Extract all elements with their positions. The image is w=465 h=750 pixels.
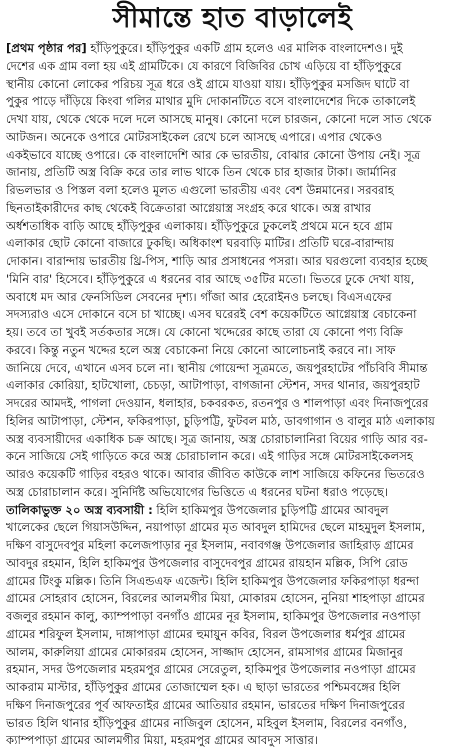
- article-line-text: 'মিনি বার' হিসেবে। হাঁড়িপুকুরে এ ধরনের বার আছে ৩৫টির মতো। ভিতরে ঢুকে দেখা যায়,: [6, 271, 415, 286]
- article-line-text: আলম, কারুলিয়া গ্রামের মোকাররম হোসেন, সাজ্জাদ হোসেন, রামসাগর গ্রামের মিজানুর: [6, 644, 403, 659]
- article-line-text: বজলুর রহমান কালু, ক্যাম্পপাড়া বনগাঁও গ্রামের নূর ইসলাম, হাকিমপুর উপজেলার নওপাড়া: [6, 609, 421, 623]
- article-line-text: পুকুর পাড়ে দাঁড়িয়ে কিংবা গলির মাথার মুদি দোকানটিতে বসে বাংলাদেশের দিকে তাকালেই: [6, 94, 416, 109]
- article-line-text: আবদুর রহমান, হিলি হাকিমপুর উপজেলার বাসুদেবপুর গ্রামের রায়হান মল্লিক, সিপি রোড: [6, 555, 408, 570]
- article-line: [6, 697, 459, 715]
- article-line-text: সদরের আমদই, পাগলা দেওয়ান, ধলাহার, চকবরকত, রতনপুর ও শালপাড়া এবং দিনাজপুরের: [6, 396, 429, 410]
- article-line: [6, 324, 459, 342]
- article-line-text: রহমান, সদর উপজেলার মহরমপুর গ্রামের সেরেতুল, হাকিমপুর উপজেলার নওপাড়া গ্রামের: [6, 662, 416, 677]
- article-line: [6, 218, 459, 236]
- article-line-text: দক্ষিণ বাসুদেবপুর মহিলা কলেজপাড়ার নূর ইসলাম, নবাবগঞ্জ উপজেলার জাহিরাড় গ্রামের: [6, 538, 414, 552]
- article-line: [6, 360, 459, 378]
- article-line-text: গ্রামের টিংকু মল্লিক। তিনি সিএন্ডএফ এজেন্ট। হিলি হাকিমপুর উপজেলার ফকিরপাড়া ধরন্দা: [6, 573, 420, 588]
- article-line-text: ক্যাম্পপাড়া গ্রামের আলমগীর মিয়া, মহরমপুর গ্রামের আবদুস সাত্তার।: [6, 733, 319, 748]
- article-line: [6, 147, 459, 165]
- article-line-text: ভারত হিলি থানার হাঁড়িপুকুর গ্রামের নাজিবুল হোসেন, মহিবুল ইসলাম, বিরলের বনগাঁও,: [6, 715, 408, 730]
- article-line: [6, 253, 459, 271]
- article-line-text: জানিয়ে দেবে, এখানে এসব চলে না। স্থানীয় গোয়েন্দা সূত্রমতে, জয়পুরহাটের পাঁচবিবি সীমান্ত: [6, 360, 428, 375]
- article-line-text: অস্ত্র চোরাচালান করে। সুনির্দিষ্ট অভিযোগের ভিত্তিতে এ ধরনের ঘটনা ধরাও পড়েছে।: [6, 484, 389, 499]
- article-line-text: খালেকের ছেলে গিয়াসউদ্দিন, নয়াপাড়া গ্রামের মৃত আবদুল হামিদের ছেলে মাহমুদুল ইসলাম,: [6, 520, 426, 535]
- article-line: [6, 306, 459, 324]
- article-line: [6, 395, 459, 413]
- article-line-text: হয়। তবে তা খুবই সর্তকতার সঙ্গে। যে কোনো খদ্দেরের কাছে তারা যে কোনো পণ্য বিক্রি: [6, 325, 403, 339]
- article-line: [6, 732, 459, 750]
- article-line-text: আটজন। অনেকে ওপারে মোটরসাইকেল রেখে চলে আসছে এপারে। এপার থেকেও: [6, 129, 383, 144]
- article-line-text: গ্রামের সোহরাব হোসেন, বিরলের আলমগীর মিয়া, মোকারম হোসেন, নুনিয়া শাহপাড়া গ্রামের: [6, 591, 425, 606]
- article-line: [6, 289, 459, 307]
- article-line-text: জানায়, প্রতিটি অস্ত্র বিক্রি করে তার লাভ থাকে তিন থেকে চার হাজার টাকা। জার্মানির: [6, 165, 397, 180]
- article-line: [6, 377, 459, 395]
- article-line: [6, 555, 459, 573]
- article-line-text: এলাকার কোরিয়া, হাটখোলা, চেচড়া, আটাপাড়া, বাগজানা স্টেশন, সদর থানার, জয়পুরহাট: [6, 378, 420, 393]
- article-line: [6, 129, 459, 147]
- article-line: [6, 679, 459, 697]
- article-line-text: ছিনতাইকারীদের কাছ থেকেই বিক্রেতারা আগ্নেয়াস্ত্র সংগ্রহ করে থাকে। অস্ত্র রাখার: [6, 200, 372, 215]
- article-line-text: দেখা যায়, থেকে থেকে দলে দলে আসছে মানুষ। কোনো দলে চারজন, কোনো দলে সাত থেকে: [6, 112, 432, 126]
- article-line-text: সদস্যরাও এসে দোকানে বসে চা খাচ্ছে। এসব ঘরেরই বেশ কয়েকটিতে আগ্নেয়াস্ত্র বেচাকেনা: [6, 307, 417, 322]
- article-line-text: একইভাবে যাচ্ছে ওপারে। কে বাংলাদেশি আর কে ভারতীয়, বোঝার কোনো উপায় নেই। সূত্র: [6, 147, 421, 162]
- article-line-text: এলাকার ছোট কোনো বাজারে ঢুকছি। অধিকাংশ ঘরবাড়ি মাটির। প্রতিটি ঘরে-বারান্দায়: [6, 236, 394, 251]
- article-line: [6, 448, 459, 466]
- article-line-text: দেশের এক গ্রাম বলা হয় এই গ্রামটিকে। যে কারণে বিজিবির চোখ এড়িয়ে বা হাঁড়িপুকুরে: [6, 58, 402, 73]
- article-line-text: রিভলভার ও পিস্তল বলা হলেও মূলত এগুলো ভারতীয় এবং বেশ উন্নমানের। সরবরাহ: [6, 183, 394, 197]
- article-line: [6, 200, 459, 218]
- article-line: [6, 626, 459, 644]
- article-line: [6, 235, 459, 253]
- article-line: [6, 608, 459, 626]
- article-line-text: হাঁড়িপুকুরে। হাঁড়িপুকুর একটি গ্রাম হলেও এর মালিক বাংলাদেশও। দুই: [86, 41, 403, 55]
- article-line-text: গ্রামের শরিফুল ইসলাম, দাঙ্গাপাড়া গ্রামের হুমায়ুন কবির, বিরল উপজেলার ধর্মপুর গ্রামের: [6, 626, 406, 641]
- article-line: [6, 661, 459, 679]
- article-line-text: অস্ত্র ব্যবসায়ীদের একাধিক চক্র আছে। সূত্র জানায়, অস্ত্র চোরাচালানিরা বিয়ের গাড়ি আর বর-: [6, 431, 428, 446]
- article-body: [6, 40, 459, 750]
- article-line: [6, 111, 459, 129]
- article-line-text: হিলির আটাপাড়া, স্টেশন, ফকিরপাড়া, চুড়িপট্টি, ফুটবল মাঠ, ডাবগাগান ও বালুর মাঠ এলাকায়: [6, 413, 435, 428]
- article-line: [6, 342, 459, 360]
- article-line: [6, 182, 459, 200]
- article-line: [6, 502, 459, 520]
- article-lead-label: [প্রথম পৃষ্ঠার পর]: [6, 41, 87, 55]
- article-line-text: কনে সাজিয়ে সেই গাড়িতে করে অস্ত্র চোরাচালান করে। এই গাড়ির সঙ্গে মোটরসাইকেলসহ: [6, 449, 413, 464]
- article-line-text: আকরাম মাস্টার, হাঁড়িপুকুর গ্রামের তোজাম্মেল হক। এ ছাড়া ভারতের পশ্চিমবঙ্গের হিলি: [6, 680, 401, 694]
- article-line: [6, 271, 459, 289]
- article-line: [6, 484, 459, 502]
- article-headline: সীমান্তে হাত বাড়ালেই: [112, 3, 353, 34]
- article-line-text: দোকান। বারান্দায় ভারতীয় থ্রি-পিস, শাড়ি আর প্রসাধনের পসরা। আর ঘরগুলো ব্যবহার হচ্ছে: [6, 254, 428, 268]
- article-line-text: করবে। কিন্তু নতুন খদ্দের হলে অস্ত্র বেচাকেনা নিয়ে কোনো আলোচনাই করবে না। সাফ: [6, 342, 396, 357]
- article-line: [6, 58, 459, 76]
- article-line: [6, 93, 459, 111]
- article-line-text: অর্ধশতাধিক বাড়ি আছে হাঁড়িপুকুর এলাকায়। হাঁড়িপুকুরে ঢুকলেই প্রথমে মনে হবে গ্রাম: [6, 218, 393, 233]
- article-line-text: আরও কয়েকটি গাড়ির বহরও থাকে। আবার জীবিত কাউকে লাশ সাজিয়ে কফিনের ভিতরেও: [6, 467, 425, 481]
- article-line: [6, 537, 459, 555]
- article-line: [6, 431, 459, 449]
- article-line-text: অবাধে মদ আর ফেনসিডিল সেবনের দৃশ্য। গাঁজা আর হেরোইনও চলছে। বিএসএফের: [6, 289, 392, 304]
- article-lead-label: তালিকাভুক্ত ২০ অস্ত্র ব্যবসায়ী :: [6, 502, 153, 517]
- article-line: [6, 573, 459, 591]
- article-line: [6, 590, 459, 608]
- article-line: [6, 519, 459, 537]
- article-line-text: হিলি হাকিমপুর উপজেলার চুড়িপট্টি গ্রামের আবদুল: [152, 502, 389, 517]
- article-line: [6, 466, 459, 484]
- article-line: [6, 76, 459, 94]
- article-line: [6, 164, 459, 182]
- article-line-text: স্থানীয় কোনো লোকের পরিচয় সূত্র ধরে ওই গ্রামে যাওয়া যায়। হাঁড়িপুকুর মসজিদ ঘাটে বা: [6, 76, 410, 91]
- article-line-text: দক্ষিণ দিনাজপুরের পূর্ব আফতাইর গ্রামের আতিয়ার রহমান, ভারতের দক্ষিণ দিনাজপুরের: [6, 697, 405, 712]
- article-line: [6, 715, 459, 733]
- article-line: [6, 413, 459, 431]
- article-line: [6, 40, 459, 58]
- article-line: [6, 644, 459, 662]
